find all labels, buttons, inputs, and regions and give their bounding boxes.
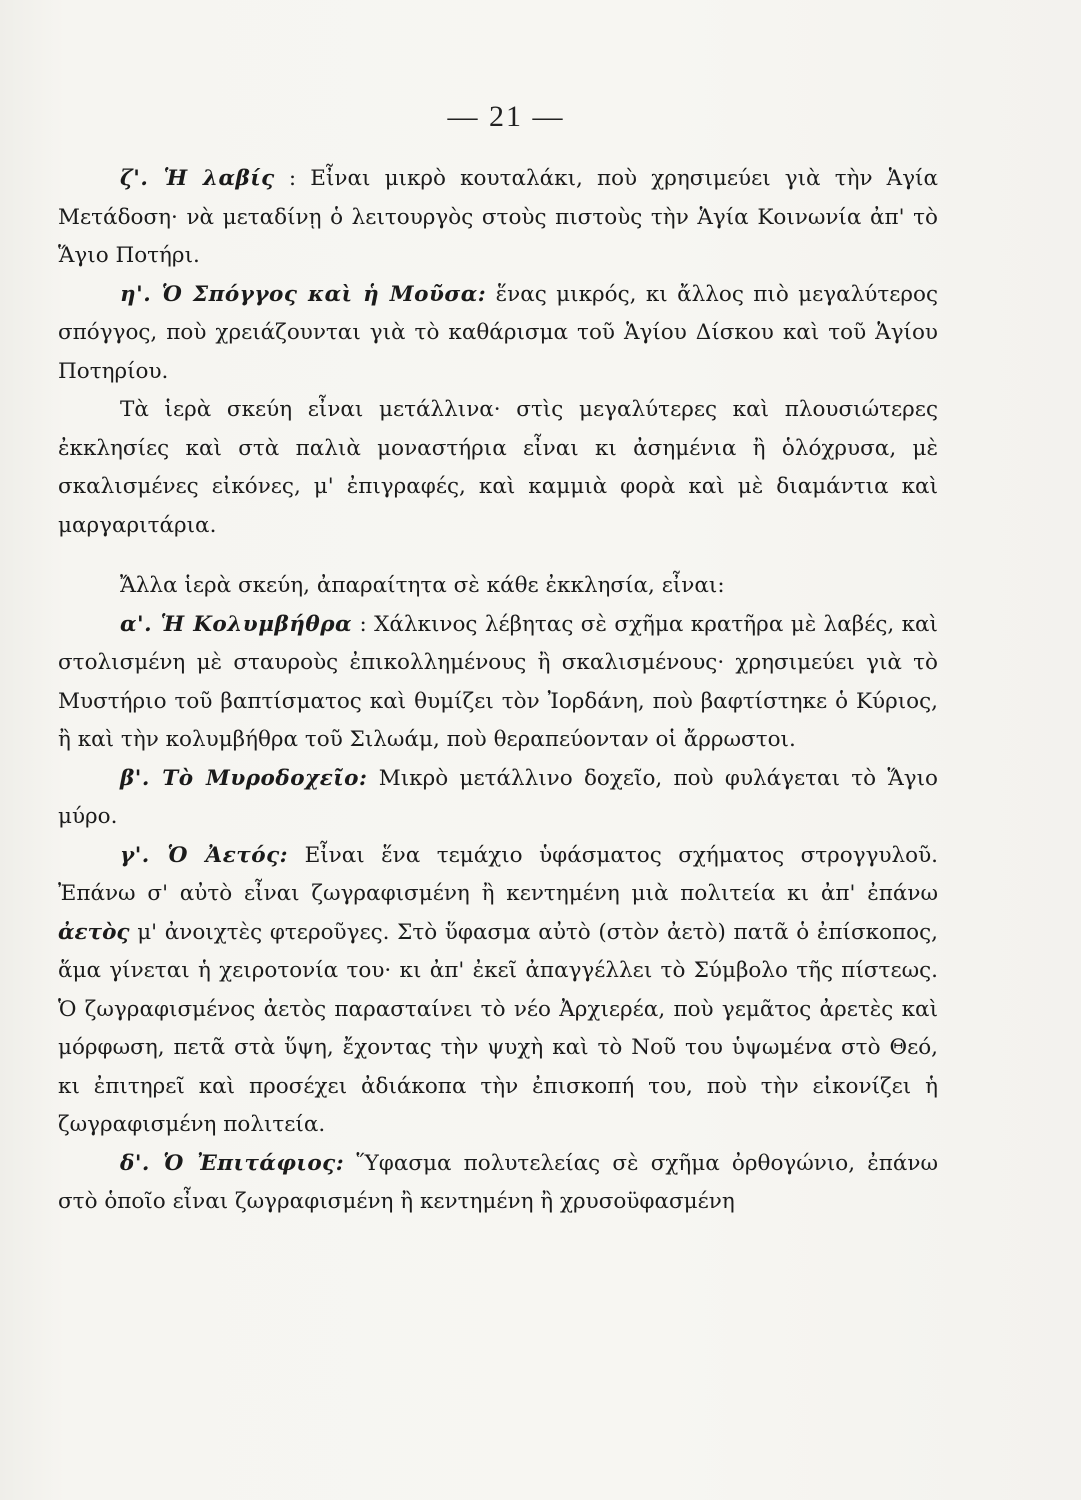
item-text: ἕνας μικρός, κι ἄλλος πιὸ μεγαλύτερος σπόγγος, ποὺ χρειάζουνται γιὰ τὸ καθάρισμα τοῦ Ἁγίου Δίσκου καὶ τοῦ Ἁγίου Ποτηρίου. [58,281,939,384]
item-heading: η'. Ὁ Σπόγγος καὶ ἡ Μοῦσα: [120,281,487,307]
paragraph-epitafios [58,1145,938,1222]
item-text-after: μ' ἀνοιχτὲς φτεροῦγες. Στὸ ὕφασμα αὐτὸ (στὸν ἀετὸ) πατᾶ ὁ ἐπίσκοπος, ἅμα γίνεται ἡ χειροτονία του· κι ἀπ' ἐκεῖ ἀπαγγέλλει τὸ Σύμβολο τῆς πίστεως. Ὁ ζωγραφισμένος ἀετὸς παρασταίνει τὸ νέο Ἀρχιερέα, ποὺ γεμᾶτος ἀρετὲς καὶ μόρφωση, πετᾶ στὰ ὕψη, ἔχοντας τὴν ψυχὴ καὶ τὸ Νοῦ του ὑψωμένα στὸ Θεό, κι ἐπιτηρεῖ καὶ προσέχει ἀδιάκοπα τὴν ἐπισκοπή του, ποὺ τὴν εἰκονίζει ἡ ζωγραφισμένη πολιτεία. [58,919,938,1137]
page-number: — 21 — [447,100,565,133]
item-text: : Εἶναι μικρὸ κουταλάκι, ποὺ χρησιμεύει γιὰ τὴν Ἁγία Μετάδοση· νὰ μεταδίνῃ ὁ λειτουργὸς στοὺς πιστοὺς τὴν Ἁγία Κοινωνία ἀπ' τὸ Ἅγιο Ποτήρι. [58,166,938,268]
paragraph-alla-skeui [58,567,938,606]
bold-word: ἀετὸς [58,919,130,945]
item-heading: γ'. Ὁ Ἀετός: [120,842,289,868]
paragraph-aetos [58,837,938,1145]
body-text [58,160,938,1222]
item-text: Ἄλλα ἱερὰ σκεύη, ἀπαραίτητα σὲ κάθε ἐκκλησία, εἶναι: [120,573,725,598]
item-heading: ζ'. Ἡ λαβίς [120,166,275,191]
item-text: Μικρὸ μετάλλινο δοχεῖο, ποὺ φυλάγεται τὸ Ἅγιο μύρο. [58,765,938,829]
paragraph-labis [58,160,938,276]
item-text: Εἶναι ἕνα τεμάχιο ὑφάσματος σχήματος στρογγυλοῦ. Ἐπάνω σ' αὐτὸ εἶναι ζωγραφισμένη ἢ κεντημένη μιὰ πολιτεία κι ἀπ' ἐπάνω [58,842,938,906]
item-heading: β'. Τὸ Μυροδοχεῖο: [120,765,368,791]
paragraph-gap [58,545,938,567]
item-heading: δ'. Ὁ Ἐπιτάφιος: [120,1150,345,1176]
item-text: Τὰ ἱερὰ σκεύη εἶναι μετάλλινα· στὶς μεγαλύτερες καὶ πλουσιώτερες ἐκκλησίες καὶ στὰ παλιὰ μοναστήρια εἶναι κι ἀσημένια ἢ ὁλόχρυσα, μὲ σκαλισμένες εἰκόνες, μ' ἐπιγραφές, καὶ καμμιὰ φορὰ καὶ μὲ διαμάντια καὶ μαργαριτάρια. [58,397,938,538]
paragraph-spongos [58,276,938,392]
item-text: : Χάλκινος λέβητας σὲ σχῆμα κρατῆρα μὲ λαβές, καὶ στολισμένη μὲ σταυροὺς ἐπικολλημένους ἢ σκαλισμένους· χρησιμεύει γιὰ τὸ Μυστήριο τοῦ βαπτίσματος καὶ θυμίζει τὸν Ἰορδάνη, ποὺ βαφτίστηκε ὁ Κύριος, ἢ καὶ τὴν κολυμβήθρα τοῦ Σιλωάμ, ποὺ θεραπεύονταν οἱ ἄρρωστοι. [58,611,938,752]
paragraph-kolymvithra [58,606,938,760]
paragraph-skeui [58,391,938,545]
paragraph-myrodocheio [58,760,938,837]
item-heading: α'. Ἡ Κολυμβήθρα [120,611,353,637]
item-text: Ὕφασμα πολυτελείας σὲ σχῆμα ὀρθογώνιο, ἐπάνω στὸ ὁποῖο εἶναι ζωγραφισμένη ἢ κεντημένη ἢ χρυσοϋφασμένη [58,1150,938,1214]
